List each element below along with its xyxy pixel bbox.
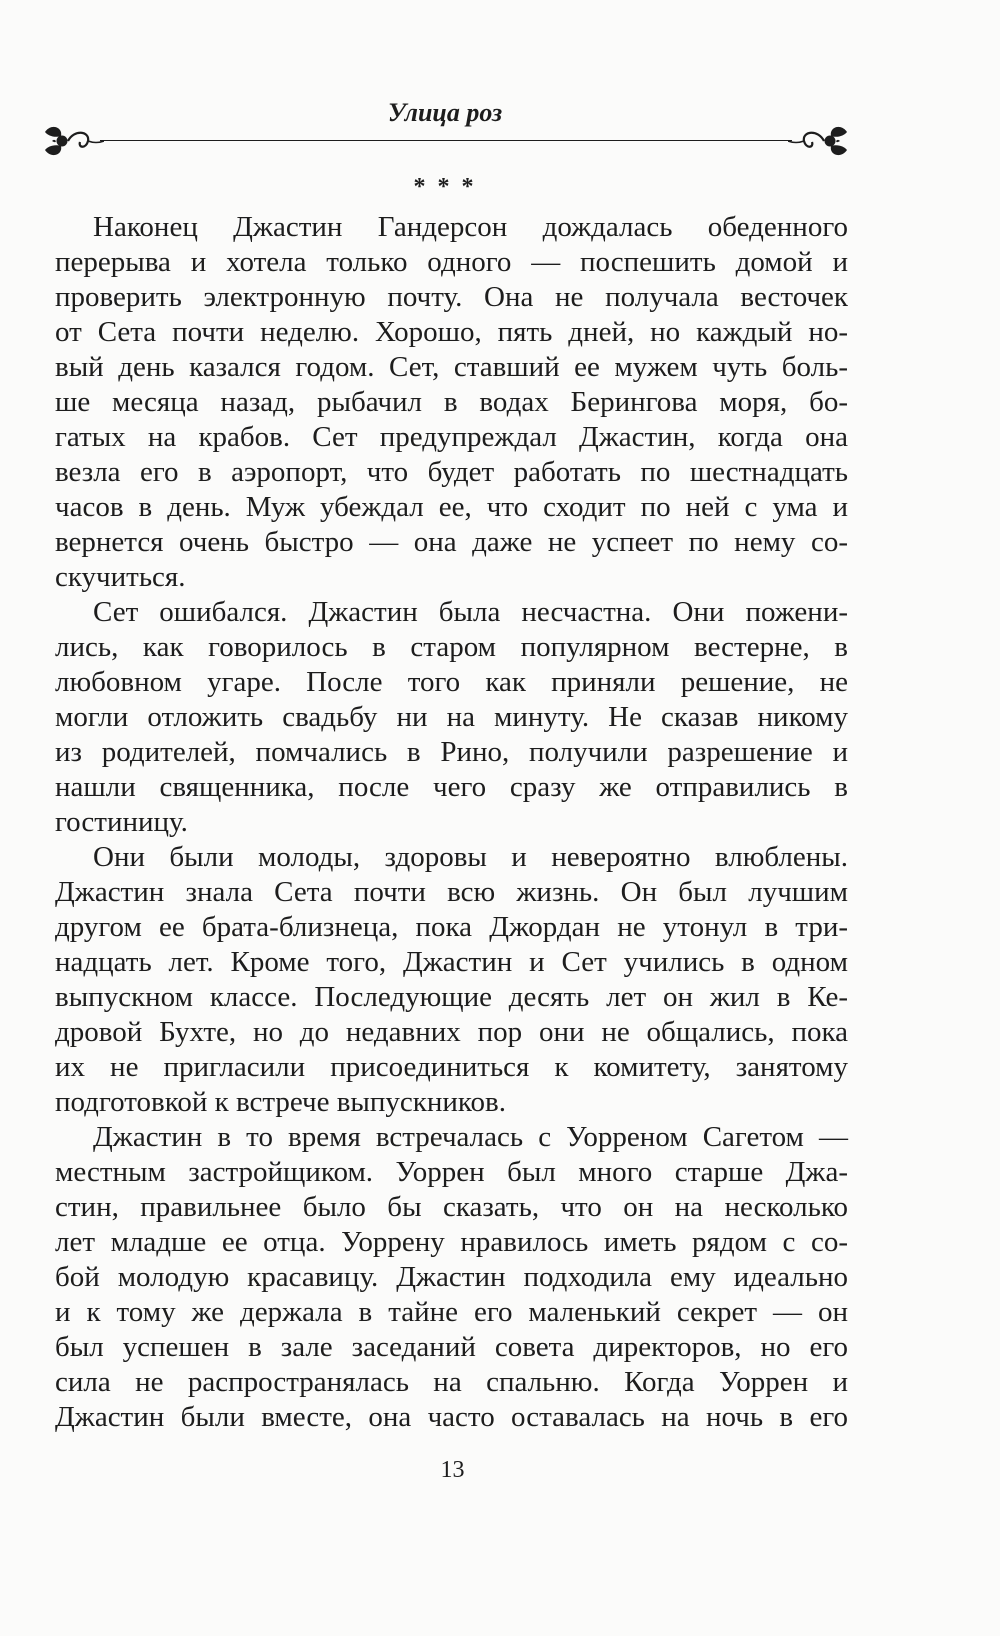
- text-line: нашли священника, после чего сразу же отправились в: [55, 771, 848, 803]
- text-line: вый день казался годом. Сет, ставший ее мужем чуть боль-: [55, 351, 848, 383]
- text-line: сила не распространялась на спальню. Когда Уоррен и: [55, 1366, 848, 1398]
- text-line: и к тому же держала в тайне его маленький секрет — он: [55, 1296, 848, 1328]
- text-line: вернется очень быстро — она даже не успеет по нему со-: [55, 526, 848, 558]
- running-title: Улица роз: [387, 98, 503, 127]
- text-line: любовном угаре. После того как приняли решение, не: [55, 666, 848, 698]
- text-line: надцать лет. Кроме того, Джастин и Сет учились в одном: [55, 946, 848, 978]
- text-line: гостиницу.: [55, 806, 188, 838]
- text-line: ше месяца назад, рыбачил в водах Берингова моря, бо-: [55, 386, 848, 418]
- text-line: Сет ошибался. Джастин была несчастна. Они пожени-: [93, 596, 848, 628]
- text-line: могли отложить свадьбу ни на минуту. Не сказав никому: [55, 701, 848, 733]
- text-line: Джастин в то время встречалась с Уорреном Сагетом —: [93, 1121, 848, 1153]
- text-line: дровой Бухте, но до недавних пор они не общались, пока: [55, 1016, 848, 1048]
- paragraph: [55, 595, 848, 840]
- header-rule: [100, 140, 792, 141]
- text-line: везла его в аэропорт, что будет работать по шестнадцать: [55, 456, 848, 488]
- text-line: гатых на крабов. Сет предупреждал Джастин, когда она: [55, 421, 848, 453]
- section-break: * * *: [413, 174, 477, 200]
- text-line: Джастин знала Сета почти всю жизнь. Он был лучшим: [55, 876, 848, 908]
- text-line: от Сета почти неделю. Хорошо, пять дней, но каждый но-: [55, 316, 848, 348]
- text-line: Они были молоды, здоровы и невероятно влюблены.: [93, 841, 848, 873]
- text-line: лет младше ее отца. Уоррену нравилось иметь рядом с со-: [55, 1226, 848, 1258]
- paragraph: [55, 210, 848, 595]
- left-ornament-icon: [42, 121, 104, 161]
- right-ornament-icon: [788, 121, 850, 161]
- page-number: 13: [440, 1457, 465, 1483]
- text-line: выпускном классе. Последующие десять лет он жил в Ке-: [55, 981, 848, 1013]
- text-line: перерыва и хотела только одного — поспешить домой и: [55, 246, 848, 278]
- text-line: из родителей, помчались в Рино, получили разрешение и: [55, 736, 848, 768]
- paragraph: [55, 840, 848, 1120]
- body-text: [55, 210, 848, 1435]
- text-line: Джастин были вместе, она часто оставалась на ночь в его: [55, 1401, 848, 1433]
- text-line: подготовкой к встрече выпускников.: [55, 1086, 506, 1118]
- text-line: другом ее брата-близнеца, пока Джордан не утонул в три-: [55, 911, 848, 943]
- text-line: местным застройщиком. Уоррен был много старше Джа-: [55, 1156, 848, 1188]
- text-line: стин, правильнее было бы сказать, что он на несколько: [55, 1191, 848, 1223]
- text-line: их не пригласили присоединиться к комитету, занятому: [55, 1051, 848, 1083]
- text-line: проверить электронную почту. Она не получала весточек: [55, 281, 848, 313]
- text-line: часов в день. Муж убеждал ее, что сходит по ней с ума и: [55, 491, 848, 523]
- text-line: Наконец Джастин Гандерсон дождалась обеденного: [93, 211, 848, 243]
- text-line: был успешен в зале заседаний совета директоров, но его: [55, 1331, 848, 1363]
- text-line: лись, как говорилось в старом популярном вестерне, в: [55, 631, 848, 663]
- text-line: бой молодую красавицу. Джастин подходила ему идеально: [55, 1261, 848, 1293]
- paragraph: [55, 1120, 848, 1435]
- text-line: скучиться.: [55, 561, 186, 593]
